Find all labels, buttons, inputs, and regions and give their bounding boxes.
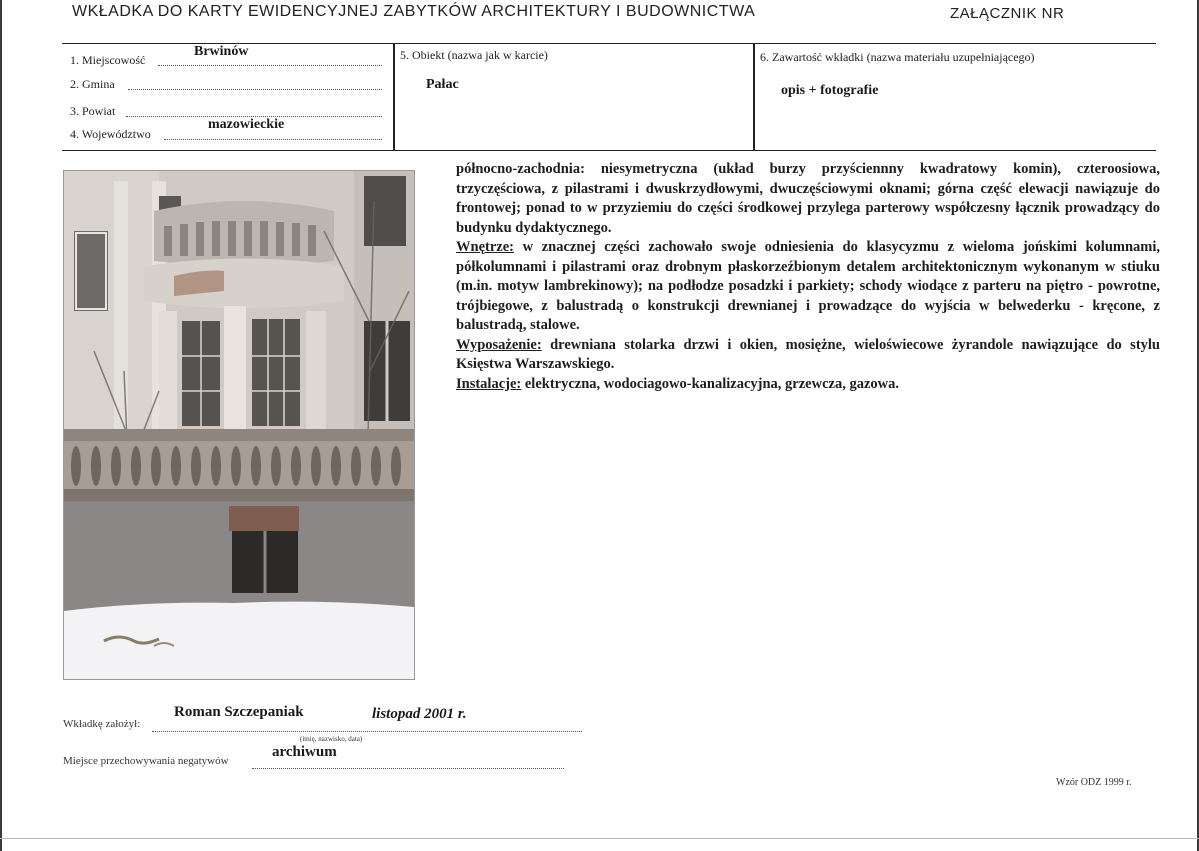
document-title: WKŁADKA DO KARTY EWIDENCYJNEJ ZABYTKÓW ARCHITEKTURY I BUDOWNICTWA (72, 3, 756, 20)
voivodeship-label: 4. Województwo (70, 127, 151, 141)
annex-label: ZAŁĄCZNIK NR (950, 5, 1065, 22)
equipment-text: drewniana stolarka drzwi i okien, mosiężne, wieloświecowe żyrandole nawiązujące do stylu Księstwa Warszawskiego. (456, 336, 1160, 372)
object-label: 5. Obiekt (nazwa jak w karcie) (400, 48, 548, 62)
commune-label: 2. Gmina (70, 77, 115, 91)
palace-photograph (63, 170, 415, 680)
locality-label: 1. Miejscowość (70, 53, 146, 67)
contents-label: 6. Zawartość wkładki (nazwa materiału uzupełniającego) (760, 50, 1035, 64)
voivodeship-value: mazowieckie (208, 117, 285, 132)
grid-divider-2 (753, 44, 755, 150)
created-by-name: Roman Szczepaniak (174, 704, 304, 720)
interior-text: w znacznej części zachowało swoje odniesienia do klasycyzmu z wieloma jońskimi kolumnami, półkolumnami i pilastrami oraz drobnym płaskorzeźbionym detalem architektonicznym wykonanym w stiuku (m.in. motyw lambrekinowy); na podłodze posadzki i parkiety; schody wiodące z parteru na piętro - powrotne, trójbiegowe, z balustradą o konstrukcji drewnianej i prowadzące do wyjścia w belwederku - kręcone, z balustradą, stalowe. (456, 239, 1161, 333)
contents-value: opis + fotografie (781, 83, 879, 98)
grid-divider-1 (393, 44, 395, 150)
locality-dots (158, 65, 382, 66)
header-form-grid (62, 43, 1156, 151)
voivodeship-dots (164, 139, 382, 140)
negatives-value: archiwum (272, 744, 337, 760)
negatives-dots (252, 768, 564, 769)
description-text (456, 160, 1160, 394)
template-note: Wzór ODZ 1999 r. (1056, 777, 1132, 788)
page-edge-bottom (0, 838, 1199, 839)
installations-heading: Instalacje: (456, 375, 522, 392)
created-hint: (imię, nazwisko, data) (300, 735, 363, 743)
page-edge-left (0, 0, 2, 851)
commune-dots (128, 89, 382, 90)
interior-heading: Wnętrze: (456, 239, 514, 255)
negatives-label: Miejsce przechowywania negatywów (63, 755, 229, 767)
created-by-label: Wkładkę założył: (63, 718, 141, 730)
description-intro: północno-zachodnia: niesymetryczna (układ burzy przyściennny kwadratowy komin), czteroosiowa, trzyczęściowa, z pilastrami i dwuskrzydłowymi, dwuczęściowymi oknami; górna część elewacji nawiązuje do frontowej; ponad to w przyziemiu do części środkowej przylega parterowy współczesny łącznik prowadzący do budynku dydaktycznego. (456, 161, 1160, 236)
county-label: 3. Powiat (70, 104, 116, 118)
installations-text: elektryczna, wodociagowo-kanalizacyjna, grzewcza, gazowa. (524, 375, 899, 392)
locality-value: Brwinów (194, 44, 249, 59)
object-value: Pałac (426, 77, 459, 92)
created-date: listopad 2001 r. (372, 706, 467, 722)
created-by-dots (152, 731, 582, 732)
equipment-heading: Wyposażenie: (456, 336, 542, 353)
